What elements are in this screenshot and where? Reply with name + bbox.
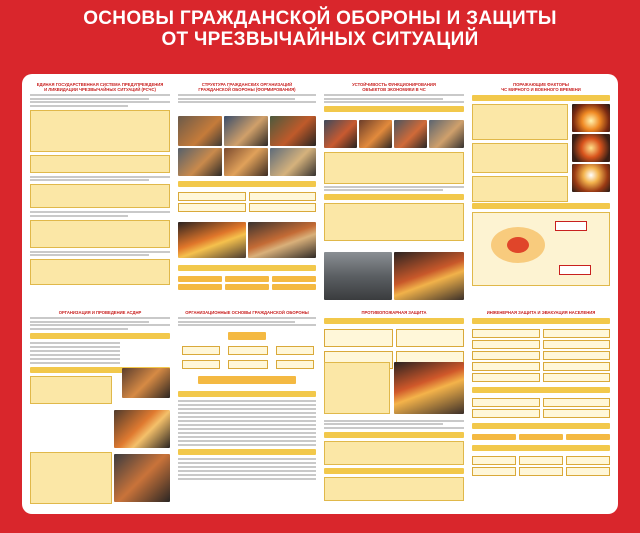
- diagram-box: [30, 220, 170, 248]
- diagram-box: [30, 184, 170, 208]
- orange-box: [178, 276, 222, 282]
- info-box: [519, 467, 563, 476]
- band: [178, 449, 316, 455]
- panel-go-formations-title: [178, 82, 316, 92]
- band: [324, 468, 464, 474]
- diagram-box: [324, 362, 390, 414]
- rescue-photo: [224, 148, 268, 176]
- text-line: [30, 251, 170, 253]
- title-line-1: ОСНОВЫ ГРАЖДАНСКОЙ ОБОРОНЫ И ЗАЩИТЫ: [83, 8, 557, 29]
- orange-box: [519, 434, 563, 440]
- text-line: [178, 317, 316, 319]
- info-box: [566, 456, 610, 465]
- list-item: [178, 432, 316, 434]
- text-line: [324, 189, 443, 191]
- simple-shelter-grid: [472, 432, 610, 442]
- diagram-box: [472, 143, 568, 173]
- info-box: [472, 467, 516, 476]
- info-box: [543, 373, 611, 382]
- fire-causes: [324, 362, 390, 414]
- text-line: [30, 328, 128, 330]
- org-box: [276, 346, 314, 355]
- band: [324, 106, 464, 112]
- text-line: [178, 98, 295, 100]
- diagram-box: [30, 155, 170, 173]
- info-box: [543, 340, 611, 349]
- text-line: [30, 179, 149, 181]
- info-box: [472, 373, 540, 382]
- list-item: [178, 408, 316, 410]
- info-box: [566, 467, 610, 476]
- text-line: [30, 101, 170, 103]
- rescue-photo: [178, 148, 222, 176]
- rescue-photo: [359, 120, 392, 148]
- info-box: [472, 398, 540, 407]
- radiation-shelter-grid: [472, 396, 610, 420]
- text-line: [178, 101, 316, 103]
- text-line: [324, 420, 464, 422]
- poster-title: [0, 8, 640, 50]
- rescue-photo: [429, 120, 464, 148]
- orange-box: [272, 276, 316, 282]
- list-item: [30, 350, 120, 352]
- list-item: [30, 358, 120, 360]
- diagram-box: [324, 441, 464, 465]
- fire-photo: [394, 362, 464, 414]
- text-line: [178, 94, 316, 96]
- diagram-box: [30, 452, 112, 504]
- list-item: [178, 404, 316, 406]
- text-line: [178, 324, 316, 326]
- list-item: [178, 462, 316, 464]
- text-line: [30, 211, 170, 213]
- orange-box: [178, 284, 222, 290]
- diagram-box: [472, 176, 568, 202]
- rescue-photo: [270, 148, 316, 176]
- list-item: [30, 362, 120, 364]
- text-line: [30, 254, 149, 256]
- panel-rschs-title-2: И ЛИКВИДАЦИИ ЧРЕЗВЫЧАЙНЫХ СИТУАЦИЙ (РСЧС): [44, 87, 156, 92]
- list-item: [178, 428, 316, 430]
- panel-rschs-title: [30, 82, 170, 92]
- list-item: [178, 400, 316, 402]
- rescue-photo: [178, 116, 222, 146]
- diagram-box: [324, 477, 464, 501]
- info-box: [472, 456, 516, 465]
- panel-damage-factors-title-2: ЧС МИРНОГО И ВОЕННОГО ВРЕМЕНИ: [501, 87, 581, 92]
- info-box: [543, 398, 611, 407]
- panel-damage-factors: [472, 82, 610, 304]
- band: [178, 391, 316, 397]
- orange-box: [272, 284, 316, 290]
- list-item: [178, 440, 316, 442]
- text-line: [30, 105, 128, 107]
- diagram-box: [472, 104, 568, 140]
- asdnr-list: [30, 342, 120, 364]
- list-item: [178, 470, 316, 472]
- org-chart: [178, 328, 316, 388]
- poster-board: [22, 74, 618, 514]
- rescue-photo: [122, 368, 170, 398]
- rescue-photo: [114, 454, 170, 502]
- info-box: [472, 340, 540, 349]
- panel-asdnr-title: ОРГАНИЗАЦИЯ И ПРОВЕДЕНИЕ АСДНР: [58, 310, 142, 315]
- band: [472, 318, 610, 324]
- shelter-grid: [472, 327, 610, 384]
- orange-box: [225, 284, 269, 290]
- info-box: [472, 351, 540, 360]
- info-box: [249, 203, 317, 212]
- panel-go-formations: [178, 82, 316, 304]
- panel-rschs-title-1: ЕДИНАЯ ГОСУДАРСТВЕННАЯ СИСТЕМА ПРЕДУПРЕЖДЕНИЯ: [36, 82, 164, 87]
- formations-grid: [178, 190, 316, 214]
- text-line: [30, 324, 170, 326]
- explosion-photo: [572, 104, 610, 132]
- panel-stability-title: [324, 82, 464, 92]
- hazard-map-diagram: [472, 212, 610, 286]
- text-line: [30, 94, 170, 96]
- chemical-label: [555, 221, 587, 231]
- org-box: [276, 360, 314, 369]
- text-line: [324, 423, 443, 425]
- rescue-photo: [114, 410, 170, 448]
- info-box: [396, 329, 465, 347]
- diagram-box: [324, 203, 464, 241]
- diagram-box: [30, 259, 170, 285]
- diagram-box: [30, 376, 112, 404]
- hazard-map: [472, 200, 610, 286]
- text-line: [324, 186, 464, 188]
- org-box: [182, 360, 220, 369]
- text-line: [324, 98, 443, 100]
- text-line: [30, 321, 149, 323]
- panel-go-basics: [178, 310, 316, 506]
- panel-damage-factors-title: [472, 82, 610, 92]
- list-item: [178, 416, 316, 418]
- band: [178, 181, 316, 187]
- text-line: [30, 98, 149, 100]
- rescue-photo: [324, 120, 357, 148]
- orange-box: [566, 434, 610, 440]
- list-item: [178, 474, 316, 476]
- info-box: [324, 329, 393, 347]
- panel-stability-title-1: УСТОЙЧИВОСТЬ ФУНКЦИОНИРОВАНИЯ: [352, 82, 436, 87]
- text-line: [178, 321, 295, 323]
- org-box: [182, 346, 220, 355]
- panel-damage-factors-title-1: ПОРАЖАЮЩИЕ ФАКТОРЫ: [513, 82, 569, 87]
- info-box: [543, 351, 611, 360]
- info-box: [543, 409, 611, 418]
- list-item: [178, 420, 316, 422]
- list-item: [30, 342, 120, 344]
- band: [472, 387, 610, 393]
- rescue-photo: [270, 116, 316, 146]
- list-item: [30, 346, 120, 348]
- stability-diagram: [324, 152, 464, 241]
- info-box: [543, 362, 611, 371]
- list-item: [30, 354, 120, 356]
- text-line: [30, 317, 170, 319]
- orange-box: [472, 434, 516, 440]
- band: [324, 318, 464, 324]
- diagram-box: [30, 110, 170, 152]
- fire-class-grid: [324, 327, 464, 349]
- fire-measures: [324, 418, 464, 501]
- panel-rschs: [30, 82, 170, 304]
- panel-go-formations-title-1: СТРУКТУРА ГРАЖДАНСКИХ ОРГАНИЗАЦИЙ: [201, 82, 293, 87]
- formations-list: [178, 178, 316, 214]
- factors-list: [472, 104, 568, 202]
- band: [472, 95, 610, 101]
- panel-fire-protection: [324, 310, 464, 506]
- panel-fire-protection-title: ПРОТИВОПОЖАРНАЯ ЗАЩИТА: [361, 310, 427, 315]
- go-duties-list: [178, 458, 316, 480]
- org-box: [198, 376, 296, 384]
- rescue-photo: [394, 120, 427, 148]
- list-item: [178, 436, 316, 438]
- panel-stability-title-2: ОБЪЕКТОВ ЭКОНОМИКИ В ЧС: [362, 87, 426, 92]
- title-line-2: ОТ ЧРЕЗВЫЧАЙНЫХ СИТУАЦИЙ: [161, 29, 479, 50]
- org-box: [228, 346, 268, 355]
- info-box: [178, 203, 246, 212]
- list-item: [178, 412, 316, 414]
- panel-engineering-protection: [472, 310, 610, 506]
- list-item: [178, 458, 316, 460]
- text-line: [324, 427, 464, 429]
- text-line: [324, 101, 464, 103]
- rescue-photo: [224, 116, 268, 146]
- band: [472, 203, 610, 209]
- text-line: [30, 176, 170, 178]
- go-tasks-list: [178, 400, 316, 446]
- info-box: [472, 362, 540, 371]
- chemical-label: [559, 265, 591, 275]
- band: [472, 445, 610, 451]
- panel-go-formations-title-2: ГРАЖДАНСКОЙ ОБОРОНЫ (ФОРМИРОВАНИЯ): [198, 87, 296, 92]
- fire-photo: [248, 222, 316, 258]
- org-box: [228, 360, 268, 369]
- info-box: [472, 329, 540, 338]
- structure-grid: [178, 274, 316, 292]
- panel-engineering-protection-title: ИНЖЕНЕРНАЯ ЗАЩИТА И ЭВАКУАЦИЯ НАСЕЛЕНИЯ: [486, 310, 596, 315]
- band: [30, 333, 170, 339]
- explosion-photo: [572, 134, 610, 162]
- diagram-box: [324, 152, 464, 184]
- band: [178, 265, 316, 271]
- text-line: [30, 215, 128, 217]
- fire-photo: [178, 222, 246, 258]
- band: [472, 423, 610, 429]
- band: [324, 432, 464, 438]
- fire-photo: [394, 252, 464, 300]
- explosion-photo: [572, 164, 610, 192]
- aerial-photo: [324, 252, 392, 300]
- band: [324, 194, 464, 200]
- info-box: [249, 192, 317, 201]
- info-box: [519, 456, 563, 465]
- evacuation-grid: [472, 454, 610, 478]
- list-item: [178, 478, 316, 480]
- structure-boxes: [178, 262, 316, 292]
- danger-zone: [507, 237, 529, 253]
- panel-asdnr: [30, 310, 170, 506]
- panel-go-basics-title: ОРГАНИЗАЦИОННЫЕ ОСНОВЫ ГРАЖДАНСКОЙ ОБОРОНЫ: [185, 310, 309, 315]
- info-box: [543, 329, 611, 338]
- org-box: [228, 332, 266, 340]
- orange-box: [225, 276, 269, 282]
- list-item: [178, 466, 316, 468]
- list-item: [178, 444, 316, 446]
- list-item: [178, 424, 316, 426]
- info-box: [178, 192, 246, 201]
- info-box: [472, 409, 540, 418]
- text-line: [324, 94, 464, 96]
- panel-stability: [324, 82, 464, 304]
